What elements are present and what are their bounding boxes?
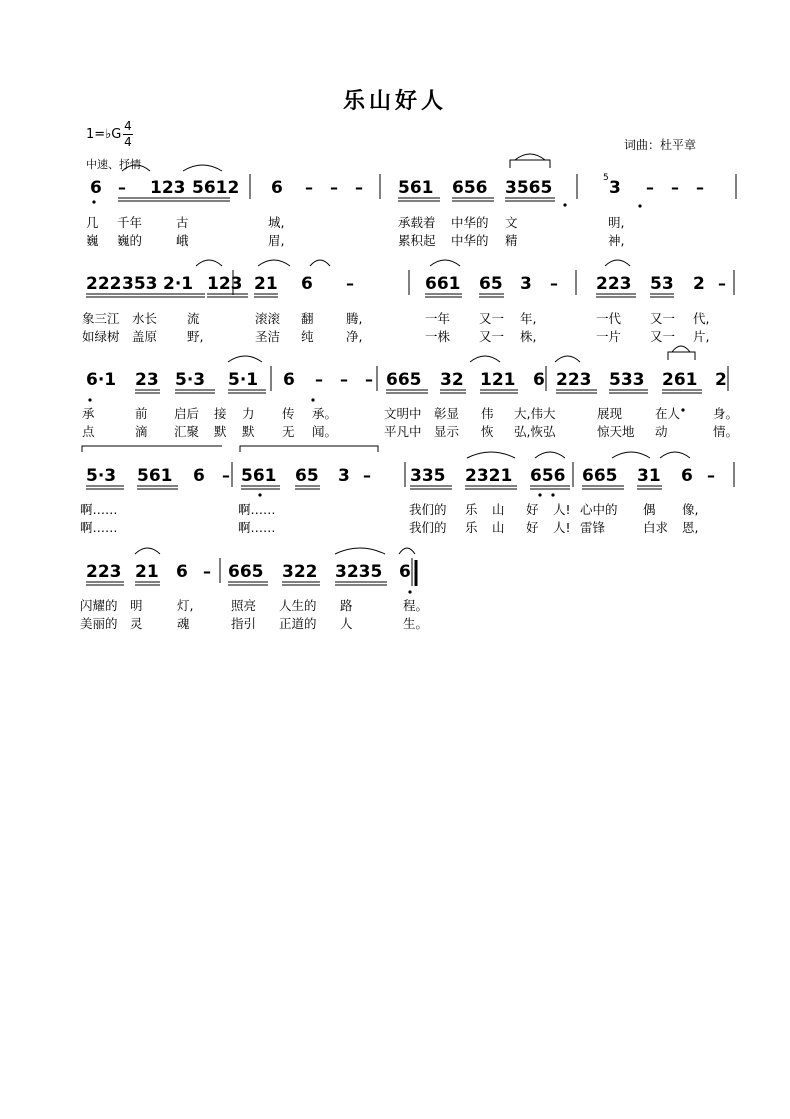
lyric-verse-1: 好 <box>526 502 539 517</box>
tempo-marking: 中速、抒情 <box>86 158 141 171</box>
octave-dot <box>538 493 541 496</box>
note-group: – <box>707 466 715 485</box>
lyric-verse-1: 古 <box>176 215 189 230</box>
lyric-verse-2: 眉, <box>268 233 285 248</box>
lyric-verse-1: 啊…… <box>238 502 276 517</box>
lyric-verse-2: 显示 <box>434 424 460 439</box>
note-group: – <box>305 178 313 197</box>
lyric-verse-1: 展现 <box>597 406 623 421</box>
lyric-verse-2: 灵 <box>130 616 143 631</box>
note-group: 53 <box>650 274 674 294</box>
octave-dot <box>551 493 554 496</box>
lyric-verse-1: 闪耀的 <box>80 598 118 613</box>
lyric-verse-1: 路 <box>340 598 353 613</box>
key-signature: 1=♭G <box>86 127 122 142</box>
lyric-verse-2: 好 <box>526 520 539 535</box>
note-group: 561 <box>241 466 277 486</box>
lyric-verse-2: 生。 <box>403 616 429 631</box>
note-group: 123 <box>150 178 186 198</box>
lyric-verse-1: 又一 <box>479 311 505 326</box>
note-group: 222 <box>86 274 122 294</box>
note-group: 2321 <box>465 466 513 486</box>
note-group: – <box>718 274 726 293</box>
lyric-verse-1: 我们的 <box>409 502 447 517</box>
lyric-verse-2: 圣洁 <box>255 329 281 344</box>
octave-dot <box>563 203 566 206</box>
note-group: 2 <box>715 370 727 390</box>
note-group: 353 <box>122 274 158 294</box>
lyric-verse-2: 神, <box>608 233 625 248</box>
slur <box>310 260 330 266</box>
lyric-verse-1: 千年 <box>117 215 143 230</box>
lyric-verse-1: 文 <box>505 215 518 230</box>
slur <box>335 548 385 554</box>
lyric-verse-2: 闻。 <box>312 424 338 439</box>
lyric-verse-1: 力 <box>242 406 255 421</box>
lyric-verse-2: 株, <box>520 329 537 344</box>
lyric-verse-1: 前 <box>135 406 148 421</box>
lyric-verse-2: 盖原 <box>132 329 158 344</box>
lyric-verse-1: 灯, <box>177 598 194 613</box>
note-group: 65 <box>479 274 503 294</box>
lyric-verse-2: 弘,恢弘 <box>514 424 556 439</box>
note-group: 23 <box>135 370 159 390</box>
note-group: – <box>671 178 679 197</box>
note-group: 6 <box>90 178 102 198</box>
slur <box>122 165 150 171</box>
note-group: 223 <box>86 562 122 582</box>
lyric-verse-2: 人! <box>553 520 571 535</box>
lyric-verse-1: 象三江 <box>82 311 120 326</box>
lyric-verse-1: 接 <box>214 406 227 421</box>
lyric-verse-1: 代, <box>693 311 710 326</box>
lyric-verse-2: 乐 <box>465 520 478 535</box>
lyric-verse-2: 白求 <box>643 520 669 535</box>
lyric-verse-2: 平凡中 <box>384 424 422 439</box>
note-group: 2 <box>693 274 705 294</box>
note-group: 665 <box>228 562 264 582</box>
slur <box>612 452 650 458</box>
grace-note: 5 <box>603 173 609 183</box>
octave-dot <box>258 493 261 496</box>
note-group: 123 <box>207 274 243 294</box>
note-group: 322 <box>282 562 318 582</box>
lyric-verse-2: 如绿树 <box>82 329 120 344</box>
note-group: 533 <box>609 370 645 390</box>
note-group: 6 <box>193 466 205 486</box>
note-group: – <box>330 178 338 197</box>
note-group: – <box>363 466 371 485</box>
octave-dot <box>88 398 91 401</box>
slur <box>660 452 690 458</box>
note-group: – <box>340 370 348 389</box>
lyric-verse-1: 承 <box>82 406 95 421</box>
lyric-verse-1: 流 <box>187 311 200 326</box>
note-group: 6·1 <box>86 370 117 390</box>
lyric-verse-2: 动 <box>655 424 668 439</box>
lyric-verse-1: 身。 <box>713 406 739 421</box>
lyric-verse-2: 野, <box>187 329 204 344</box>
lyric-verse-1: 山 <box>492 502 505 517</box>
note-group: 6 <box>271 178 283 198</box>
credit-line: 词曲：杜平章 <box>624 138 697 152</box>
lyric-verse-2: 中华的 <box>451 233 489 248</box>
lyric-verse-2: 又一 <box>650 329 676 344</box>
lyric-verse-1: 人生的 <box>279 598 317 613</box>
lyric-verse-1: 一年 <box>425 311 451 326</box>
slur <box>605 260 630 266</box>
note-group: 3565 <box>505 178 553 198</box>
slur <box>430 260 460 266</box>
lyric-verse-2: 巍 <box>86 233 99 248</box>
note-group: – <box>646 178 654 197</box>
lyric-verse-2: 恩, <box>682 520 699 535</box>
lyric-verse-1: 程。 <box>403 598 429 613</box>
lyric-verse-1: 在人 <box>655 406 681 421</box>
octave-dot <box>311 398 314 401</box>
lyric-verse-1: 啊…… <box>80 502 118 517</box>
lyric-verse-2: 滴 <box>135 424 148 439</box>
note-group: 3 <box>609 178 621 198</box>
note-group: 261 <box>662 370 698 390</box>
lyric-verse-1: 几 <box>86 215 99 230</box>
lyric-verse-1: 滚滚 <box>255 311 281 326</box>
lyric-verse-1: 水长 <box>132 311 158 326</box>
meter-bottom: 4 <box>124 135 132 149</box>
note-group: – <box>550 274 558 293</box>
lyric-verse-1: 又一 <box>650 311 676 326</box>
ending-bracket <box>240 446 378 452</box>
note-group: 656 <box>452 178 488 198</box>
slur <box>399 548 415 554</box>
note-group: 665 <box>386 370 422 390</box>
lyric-verse-1: 明, <box>608 215 625 230</box>
note-group: 665 <box>582 466 618 486</box>
lyric-verse-1: 城, <box>268 215 285 230</box>
slur <box>258 260 290 266</box>
lyric-verse-2: 累积起 <box>398 233 436 248</box>
lyric-verse-2: 默 <box>242 424 255 439</box>
note-group: 121 <box>480 370 516 390</box>
lyric-verse-2: 指引 <box>231 616 257 631</box>
lyric-verse-2: 又一 <box>479 329 505 344</box>
lyric-verse-1: 文明中 <box>384 406 422 421</box>
lyric-verse-1: 翻 <box>301 311 314 326</box>
lyric-verse-1: 腾, <box>346 311 363 326</box>
octave-dot <box>681 408 684 411</box>
octave-dot <box>638 204 641 207</box>
lyric-verse-2: 净, <box>346 329 363 344</box>
lyric-verse-2: 我们的 <box>409 520 447 535</box>
note-group: 5612 <box>192 178 240 198</box>
note-group: 561 <box>398 178 434 198</box>
note-group: – <box>355 178 363 197</box>
lyric-verse-1: 伟 <box>481 406 494 421</box>
note-group: 6 <box>176 562 188 582</box>
lyric-verse-2: 无 <box>282 424 295 439</box>
lyric-verse-1: 照亮 <box>231 598 257 613</box>
note-group: 661 <box>425 274 461 294</box>
lyric-verse-1: 年, <box>520 311 537 326</box>
lyric-verse-1: 人! <box>553 502 571 517</box>
ending-bracket <box>82 446 222 452</box>
note-group: 5·3 <box>86 466 117 486</box>
note-group: 32 <box>440 370 464 390</box>
note-group: – <box>696 178 704 197</box>
slur <box>228 356 262 362</box>
lyric-verse-1: 心中的 <box>580 502 618 517</box>
note-group: 561 <box>137 466 173 486</box>
lyric-verse-1: 明 <box>130 598 143 613</box>
lyric-verse-1: 彰显 <box>434 406 460 421</box>
note-group: 6 <box>283 370 295 390</box>
lyric-verse-2: 纯 <box>301 329 314 344</box>
lyric-verse-2: 汇聚 <box>174 424 200 439</box>
slur <box>515 154 545 160</box>
lyric-verse-1: 传 <box>282 406 295 421</box>
lyric-verse-2: 雷锋 <box>580 520 606 535</box>
slur <box>135 548 160 554</box>
note-group: 2·1 <box>163 274 194 294</box>
note-group: 335 <box>410 466 446 486</box>
slur <box>672 346 690 352</box>
note-group: 3235 <box>335 562 383 582</box>
lyric-verse-1: 大,伟大 <box>514 406 556 421</box>
note-group: 5·3 <box>175 370 206 390</box>
lyric-verse-2: 点 <box>82 424 95 439</box>
lyric-verse-2: 人 <box>340 616 353 631</box>
song-title: 乐山好人 <box>342 88 447 114</box>
slur <box>183 165 222 171</box>
slur <box>196 260 222 266</box>
note-group: 223 <box>596 274 632 294</box>
note-group: – <box>346 274 354 293</box>
lyric-verse-2: 恢 <box>481 424 494 439</box>
repeat-bracket <box>668 352 695 360</box>
meter-top: 4 <box>124 119 132 133</box>
octave-dot <box>92 200 95 203</box>
lyric-verse-2: 惊天地 <box>597 424 635 439</box>
lyric-verse-1: 偶 <box>643 502 656 517</box>
lyric-verse-2: 啊…… <box>238 520 276 535</box>
note-group: 5·1 <box>228 370 259 390</box>
slur <box>470 356 500 362</box>
lyric-verse-1: 承载着 <box>398 215 436 230</box>
note-group: 65 <box>295 466 319 486</box>
note-group: 6 <box>399 562 411 582</box>
lyric-verse-2: 一片 <box>596 329 622 344</box>
lyric-verse-1: 启后 <box>174 406 200 421</box>
note-group: 223 <box>556 370 592 390</box>
slur <box>555 356 580 362</box>
lyric-verse-2: 片, <box>693 329 710 344</box>
note-group: – <box>118 178 126 197</box>
lyric-verse-2: 情。 <box>713 424 739 439</box>
lyric-verse-2: 正道的 <box>279 616 317 631</box>
lyric-verse-2: 峨 <box>176 233 189 248</box>
lyric-verse-1: 一代 <box>596 311 622 326</box>
lyric-verse-2: 一株 <box>425 329 451 344</box>
note-group: – <box>203 562 211 581</box>
lyric-verse-1: 承。 <box>312 406 338 421</box>
note-group: 656 <box>530 466 566 486</box>
note-group: – <box>222 466 230 485</box>
note-group: 3 <box>338 466 350 486</box>
note-group: 3 <box>520 274 532 294</box>
lyric-verse-2: 魂 <box>177 616 190 631</box>
repeat-bracket <box>510 160 550 168</box>
note-group: 21 <box>254 274 278 294</box>
lyric-verse-2: 精 <box>505 233 518 248</box>
note-group: – <box>315 370 323 389</box>
octave-dot <box>408 590 411 593</box>
note-group: 6 <box>301 274 313 294</box>
lyric-verse-2: 啊…… <box>80 520 118 535</box>
lyric-verse-2: 巍的 <box>117 233 143 248</box>
note-group: 6 <box>533 370 545 390</box>
note-group: 6 <box>681 466 693 486</box>
slur <box>467 452 515 458</box>
lyric-verse-2: 美丽的 <box>80 616 118 631</box>
lyric-verse-2: 山 <box>492 520 505 535</box>
lyric-verse-1: 乐 <box>465 502 478 517</box>
lyric-verse-1: 中华的 <box>451 215 489 230</box>
lyric-verse-1: 像, <box>682 502 699 517</box>
note-group: – <box>365 370 373 389</box>
slur <box>535 452 565 458</box>
lyric-verse-2: 默 <box>214 424 227 439</box>
note-group: 31 <box>637 466 661 486</box>
note-group: 21 <box>135 562 159 582</box>
